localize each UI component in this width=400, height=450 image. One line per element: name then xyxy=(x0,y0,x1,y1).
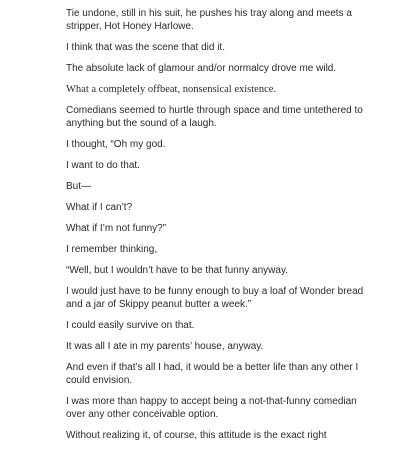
paragraph-18: Without realizing it, of course, this attitude is the exact right xyxy=(66,430,327,441)
paragraph-14: I could easily survive on that. xyxy=(66,320,195,331)
paragraph-2: I think that was the scene that did it. xyxy=(66,42,225,53)
paragraph-9: What if I can’t? xyxy=(66,202,133,213)
paragraph-17: I was more than happy to accept being a not-that-funny comedian over any other conceivable option. xyxy=(66,396,357,420)
paragraph-4: What a completely offbeat, nonsensical existence. xyxy=(66,84,277,95)
paragraph-3: The absolute lack of glamour and/or normalcy drove me wild. xyxy=(66,63,337,74)
paragraph-8: But— xyxy=(66,181,92,192)
body-text xyxy=(66,7,366,450)
paragraph-12: “Well, but I wouldn’t have to be that funny anyway. xyxy=(66,265,288,276)
paragraph-1: Tie undone, still in his suit, he pushes his tray along and meets a stripper, Hot Honey Harlowe. xyxy=(66,8,352,32)
paragraph-7: I want to do that. xyxy=(66,160,140,171)
paragraph-15: It was all I ate in my parents’ house, anyway. xyxy=(66,341,264,352)
paragraph-10: What if I’m not funny?” xyxy=(66,223,167,234)
paragraph-5: Comedians seemed to hurtle through space and time untethered to anything but the sound of a laugh. xyxy=(66,105,363,129)
paragraph-11: I remember thinking, xyxy=(66,244,158,255)
paragraph-6: I thought, “Oh my god. xyxy=(66,139,166,150)
paragraph-16: And even if that’s all I had, it would be a better life than any other I could envision. xyxy=(66,362,359,386)
paragraph-13: I would just have to be funny enough to buy a loaf of Wonder bread and a jar of Skippy peanut butter a week.” xyxy=(66,286,364,310)
